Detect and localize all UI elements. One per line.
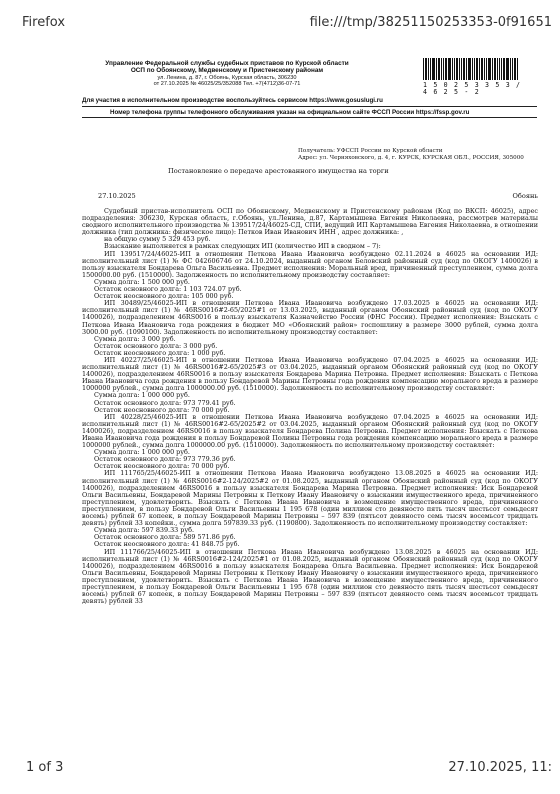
barcode-bar [443,58,444,80]
divider [82,117,537,118]
barcode-number: 1 5 0 2 5 3 3 5 3 / 4 6 2 5 - 2 [423,81,522,97]
body-paragraph: на общую сумму 5 329 453 руб. [104,235,211,244]
recipient-address: Адрес: ул. Черняховского, д. 4, г. КУРСК, КУРСКАЯ ОБЛ., РОССИЯ, 305000 [298,154,524,161]
barcode-bar [476,58,478,80]
barcode-bar [506,58,509,80]
document-page [68,50,542,750]
body-paragraph: Остаток основного долга: 973 779.41 руб. [94,398,236,407]
barcode-bar [514,58,516,80]
barcode-bar [445,58,447,80]
barcode-bar [479,58,480,80]
body-paragraph: ИП 111766/25/46025-ИП в отношении Петкова Ивана Ивановича возбуждено 13.08.2025 в 46025 на основании ИД: исполнительный лист (1) № 46RS0016#2-124/2025#1 от 01.08.2025, выданный органом Обоянский районный суд (код по ОКОГУ 1400026), подразделением 46RS0016 в пользу взыскателя Бондарева Ольга Васильевна. Предмет исполнения: Иск Бондаревой Ольги Васильевны, Бондаревой Марины Петровны к Петкову Ивану Ивановичу о взыскании имущественного вреда, причиненного преступлением, удовлетворить. Взыскать с Петкова Ивана Ивановича в возмещение имущественного вреда, причиненного преступлением, в пользу Бондаревой Ольги Васильевны 1 195 678 (один миллион сто девяносто пять тысяч шестьсот семьдесят восемь) рублей 67 копеек, в пользу Бондаревой Марины Петровны – 597 839 (пятьсот девяносто семь тысяч восемьсот тридцать девять) рублей 33 [82,547,538,606]
body-paragraph: ИП 30489/25/46025-ИП в отношении Петкова Ивана Ивановича возбуждено 17.03.2025 в 46025 на основании ИД: исполнительный лист (1) № 46RS0016#2-65/2025#1 от 13.03.2025, выданный органом Обоянский районный суд (код по ОКОГУ 1400026), подразделением 46RS0016 в пользу взыскателя Казначейство России (ФНС России). Предмет исполнения: Взыскать с Петкова Ивана Ивановича года рождения в бюджет МО «Обоянский район» госпошлину в размере 3000 рублей, сумма долга 3000.00 руб. (1090100). Задолженность по исполнительному производству составляет: [82,299,538,336]
body-paragraph: Остаток неосновного долга: 70 000 руб. [94,462,230,471]
body-paragraph: ИП 40227/25/46025-ИП в отношении Петкова Ивана Ивановича возбуждено 07.04.2025 в 46025 на основании ИД: исполнительный лист (1) № 46RS0016#2-65/2025#3 от 03.04.2025, выданный органом Обоянский районный суд (код по ОКОГУ 1400026), подразделением 46RS0016 в пользу взыскателя Бондарева Марина Петровна. Предмет исполнения: Взыскать с Петкова Ивана Ивановича года рождения в пользу Бондаревой Марины Петровны года рождения компенсацию морального вреда в размере 1000000 рублей., сумма долга 1000000.00 руб. (1510000). Задолженность по исполнительному производству составляет: [82,355,538,393]
file-url: file:///tmp/38251150253353-0f91651 [309,15,552,30]
body-paragraph: Остаток основного долга: 589 571.86 руб. [94,533,236,542]
service-line: Для участия в исполнительном производстве воспользуйтесь сервисом https://www.gosuslugi.ru [82,97,383,104]
barcode-bar [488,58,491,80]
browser-title: Firefox [22,15,66,30]
body-paragraph: ИП 111765/25/46025-ИП в отношении Петкова Ивана Ивановича возбуждено 13.08.2025 в 46025 на основании ИД: исполнительный лист (1) № 46RS0016#2-124/2025#2 от 01.08.2025, выданный органом Обоянский районный суд (код по ОКОГУ 1400026), подразделением 46RS0016 в пользу взыскателя Бондарева Марина Петровна. Предмет исполнения: Иск Бондаревой Ольги Васильевны, Бондаревой Марины Петровны к Петкову Ивану Ивановичу о взыскании имущественного вреда, причиненного преступлением, удовлетворить. Взыскать с Петкова Ивана Ивановича в возмещение имущественного вреда, причиненного преступлением, в пользу Бондаревой Ольги Васильевны 1 195 678 (один миллион сто девяносто пять тысяч шестьсот семьдесят восемь) рублей 67 копеек, в пользу Бондаревой Марины Петровны – 597 839 (пятьсот девяносто семь тысяч восемьсот тридцать девять) рублей 33 копейки., сумма долга 597839.33 руб. (1190800). Задолженность по исполнительному производству составляет: [82,469,538,528]
barcode-bar [430,58,431,80]
barcode-bar [468,58,471,80]
org-line: Управление Федеральной службы судебных приставов по Курской области [105,60,349,67]
document-title: Постановление о передаче арестованного имущества на торги [168,167,389,175]
barcode-bar [428,58,429,80]
org-line: ОСП по Обоянскому, Медвенскому и Пристенскому районам [130,67,324,75]
barcode-bar [463,58,465,80]
barcode-bar [517,58,518,80]
barcode-bar [456,58,458,80]
body-paragraph: Взыскание выполняется в рамках следующих ИП (количество ИП в сводном – 7): [104,242,381,251]
document-date: 27.10.2025 [98,192,136,200]
barcode-bar [436,58,437,80]
barcode-bar [512,58,513,80]
org-address: ул. Ленина, д. 87, г. Обоянь, Курская область, 306230 [157,74,297,81]
body-paragraph: Сумма долга: 1 000 000 руб. [94,448,190,457]
recipient-line: Получатель: УФССП России по Курской области [298,148,443,154]
body-paragraph: ИП 139517/24/46025-ИП в отношении Петкова Ивана Ивановича возбуждено 02.11.2024 в 46025 на основании ИД: исполнительный лист (1) № ФС 042606746 от 24.10.2024, выданный органом Беловский районный суд (код по ОКОГУ 1400026) в пользу взыскателя Бондарева Ольга Васильевна. Предмет исполнения: Моральный вред, причиненный преступлением, сумма долга 1500000.00 руб. (1510000). Задолженность по исполнительному производству составляет: [82,249,538,279]
body-paragraph: Сумма долга: 1 000 000 руб. [94,391,190,400]
barcode-bar [452,58,453,80]
page-indicator: 1 of 3 [26,760,64,775]
divider [82,106,537,107]
body-paragraph: Сумма долга: 1 500 000 руб. [94,277,190,286]
body-paragraph: ИП 40228/25/46025-ИП в отношении Петкова Ивана Ивановича возбуждено 07.04.2025 в 46025 на основании ИД: исполнительный лист (1) № 46RS0016#2-65/2025#2 от 03.04.2025, выданный органом Обоянский районный суд (код по ОКОГУ 1400026), подразделением 46RS0016 в пользу взыскателя Бондарева Полина Петровна. Предмет исполнения: Взыскать с Петкова Ивана Ивановича года рождения в пользу Бондаревой Полины Петровны года рождения компенсацию морального вреда в размере 1000000 рублей., сумма долга 1000000.00 руб. (1510000). Задолженность по исполнительному производству составляет: [82,412,538,450]
barcode-bar [481,58,483,80]
body-paragraph: Остаток неосновного долга: 41 848.75 руб. [94,540,240,549]
recipient-block [298,148,538,161]
barcode-bar [441,58,442,80]
org-reference: от 27.10.2025 № 46025/25/352088 Тел. +7(4712)36-07-71 [153,81,301,88]
barcode-bar [497,58,498,80]
barcode-bar [438,58,440,80]
barcode-bar [494,58,496,80]
barcode-bar [486,58,487,80]
barcode-bar [425,58,427,80]
body-paragraph: Остаток неосновного долга: 70 000 руб. [94,405,230,414]
body-paragraph: Остаток основного долга: 1 103 724.07 руб. [94,285,242,294]
body-paragraph: Остаток основного долга: 3 000 руб. [94,341,218,350]
barcode-bar [461,58,462,80]
barcode-bar [423,58,424,80]
barcode-bar [459,58,460,80]
body-paragraph: Остаток неосновного долга: 1 000 руб. [94,348,226,357]
barcode-bar [454,58,455,80]
barcode-bar [503,58,505,80]
barcode-bar [499,58,500,80]
print-timestamp: 27.10.2025, 11: [448,760,552,775]
barcode-bar [484,58,485,80]
organization-header [82,60,372,88]
barcode-bar [472,58,473,80]
document-body [82,208,538,605]
barcode-bar [432,58,435,80]
barcode-bar [492,58,493,80]
body-paragraph: Сумма долга: 3 000 руб. [94,334,176,343]
body-paragraph: Судебный пристав-исполнитель ОСП по Обоянскому, Медвенскому и Пристенскому районам (Код по ВКСП: 46025), адрес подразделения: 306230, Курская область, г.Обоянь, ул.Ленина, д.87, Картамышева Евгения Николаевна, рассмотрев материалы сводного исполнительного производства № 139517/24/46025-СД, СПИ, ведущий ИП Картамышева Евгения Николаевна, в отношении должника (тип должника: физическое лицо): Петков Иван Иванович ИНН , адрес должника: , [82,207,538,237]
barcode-bar [466,58,467,80]
document-city: Обоянь [512,192,538,200]
barcode-bar [501,58,502,80]
barcode [423,58,523,80]
body-paragraph: Остаток основного долга: 973 779.36 руб. [94,455,236,464]
phone-line: Номер телефона группы телефонного обслуживания указан на официальном сайте ФССП России https://fssp.gov.ru [110,109,470,116]
barcode-bar [510,58,511,80]
body-paragraph: Остаток неосновного долга: 105 000 руб. [94,292,234,301]
body-paragraph: Сумма долга: 597 839.33 руб. [94,526,194,535]
barcode-bar [448,58,451,80]
barcode-bar [474,58,475,80]
